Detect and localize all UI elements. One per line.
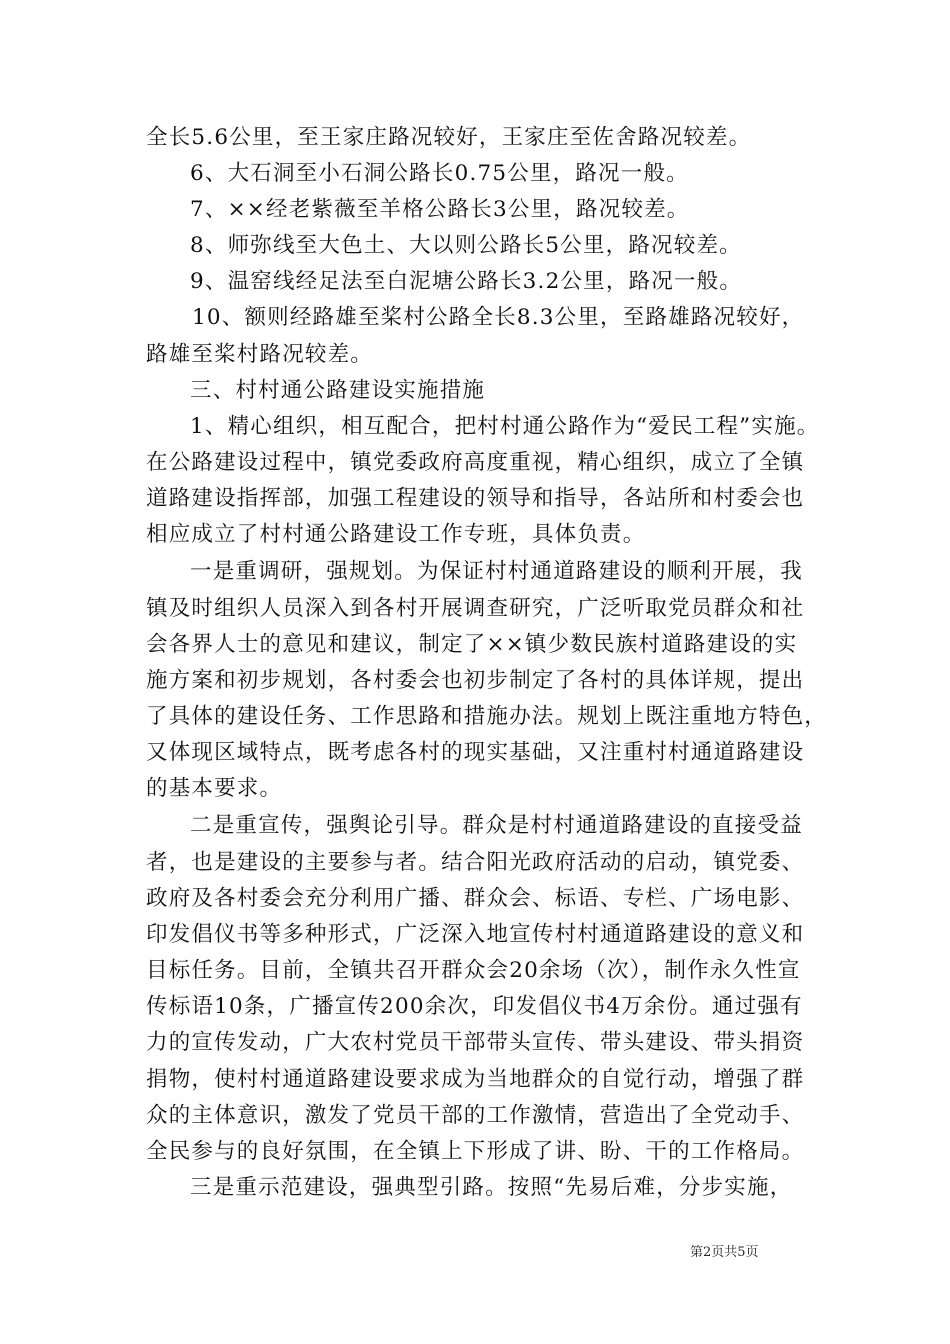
- paragraph-line: 众的主体意识，激发了党员干部的工作激情，营造出了全党动手、: [146, 1103, 805, 1128]
- paragraph-line: 会各界人士的意见和建议，制定了××镇少数民族村道路建设的实: [146, 632, 798, 657]
- paragraph-line: 相应成立了村村通公路建设工作专班，具体负责。: [146, 522, 646, 547]
- paragraph-line: 了具体的建设任务、工作思路和措施办法。规划上既注重地方特色，: [146, 704, 828, 729]
- paragraph-line: 捐物，使村村通道路建设要求成为当地群众的自觉行动，增强了群: [146, 1067, 805, 1092]
- paragraph-line: 政府及各村委会充分利用广播、群众会、标语、专栏、广场电影、: [146, 886, 805, 911]
- paragraph-line: 的基本要求。: [146, 776, 283, 801]
- list-item: 7、××经老紫薇至羊格公路长3公里，路况较差。: [190, 197, 690, 222]
- list-item: 8、师弥线至大色土、大以则公路长5公里，路况较差。: [190, 233, 742, 258]
- paragraph-line: 1、精心组织，相互配合，把村村通公路作为“爱民工程”实施。: [190, 414, 820, 439]
- paragraph-line: 镇及时组织人员深入到各村开展调查研究，广泛听取党员群众和社: [146, 596, 805, 621]
- paragraph-line: 在公路建设过程中，镇党委政府高度重视，精心组织，成立了全镇: [146, 450, 805, 475]
- paragraph-line: 目标任务。目前，全镇共召开群众会20余场（次），制作永久性宣: [146, 958, 801, 983]
- paragraph-line: 一是重调研，强规划。为保证村村通道路建设的顺利开展，我: [190, 559, 803, 584]
- paragraph-line: 三是重示范建设，强典型引路。按照“先易后难，分步实施，: [190, 1175, 793, 1200]
- text-line: 全长5.6公里，至王家庄路况较好，王家庄至佐舍路况较差。: [146, 125, 752, 150]
- paragraph-line: 二是重宣传，强舆论引导。群众是村村通道路建设的直接受益: [190, 813, 803, 838]
- list-item: 6、大石洞至小石洞公路长0.75公里，路况一般。: [190, 161, 689, 186]
- paragraph-line: 力的宣传发动，广大农村党员干部带头宣传、带头建设、带头捐资: [146, 1030, 805, 1055]
- paragraph-line: 施方案和初步规划，各村委会也初步制定了各村的具体详规，提出: [146, 668, 805, 693]
- paragraph-line: 又体现区域特点，既考虑各村的现实基础，又注重村村通道路建设: [146, 740, 805, 765]
- list-item: 10、额则经路雄至桨村公路全长8.3公里，至路雄路况较好，: [192, 305, 805, 330]
- paragraph-line: 全民参与的良好氛围，在全镇上下形成了讲、盼、干的工作格局。: [146, 1139, 805, 1164]
- paragraph-line: 道路建设指挥部，加强工程建设的领导和指导，各站所和村委会也: [146, 486, 805, 511]
- text-line: 路雄至桨村路况较差。: [146, 342, 374, 367]
- paragraph-line: 者，也是建设的主要参与者。结合阳光政府活动的启动，镇党委、: [146, 850, 805, 875]
- section-heading: 三、村村通公路建设实施措施: [190, 378, 486, 403]
- page-number: 第2页共5页: [690, 1245, 759, 1260]
- paragraph-line: 传标语10条，广播宣传200余次，印发倡仪书4万余份。通过强有: [146, 994, 803, 1019]
- paragraph-line: 印发倡仪书等多种形式，广泛深入地宣传村村通道路建设的意义和: [146, 922, 805, 947]
- list-item: 9、温窑线经足法至白泥塘公路长3.2公里，路况一般。: [190, 269, 743, 294]
